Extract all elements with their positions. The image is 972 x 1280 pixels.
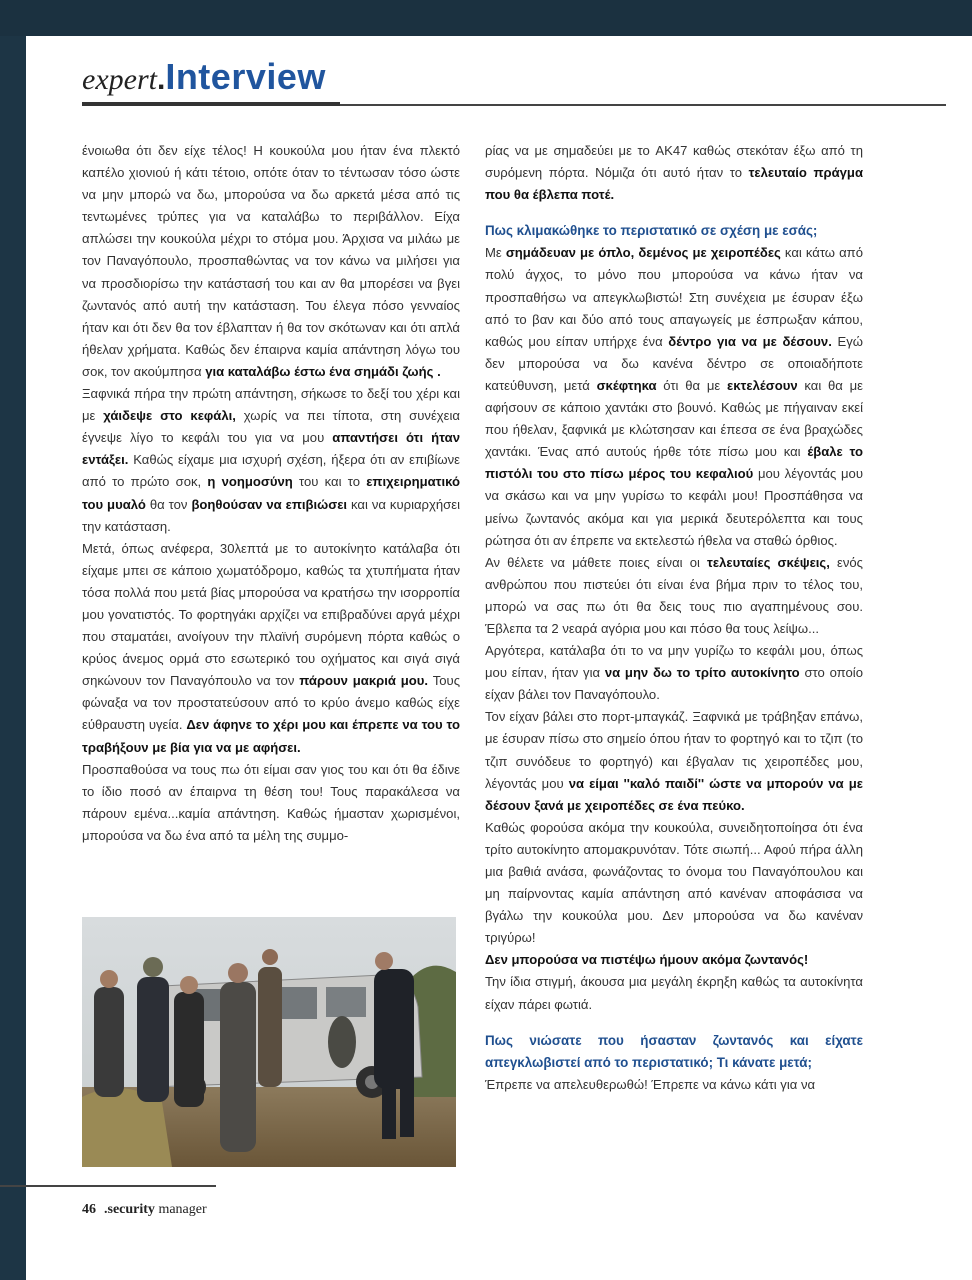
bold-text: εκτελέσουν	[727, 377, 798, 393]
bold-text: η νοημοσύνη	[207, 474, 293, 490]
text-run: Τους φώναξα να τον προστατεύσουν από το κρύο άνεμο καθώς είχε εύθραυστη υγεία.	[82, 673, 461, 733]
footer-rule	[0, 1185, 216, 1187]
text-run: Την ίδια στιγμή, άκουσα μια μεγάλη έκρηξη καθώς τα αυτοκίνητα είχαν πάρει φωτιά.	[485, 974, 863, 1012]
bold-text: Δεν άφηνε το χέρι μου και έπρεπε να του το τραβήξουν με βία για να με αφήσει.	[82, 717, 460, 755]
text-run: Καθώς είχαμε μια ισχυρή σχέση, ήξερα ότι αν επιβίωνε από το πρώτο σοκ,	[82, 452, 460, 490]
paragraph	[82, 759, 460, 847]
interview-question	[485, 220, 863, 242]
text-run: ότι θα με	[656, 377, 727, 393]
text-run: και να κυριαρχήσει την κατάσταση.	[82, 496, 460, 534]
text-run: ένοιωθα ότι δεν είχε τέλος! Η κουκούλα μου ήταν ένα πλεκτό καπέλο χιονιού ή κάτι τέτοιο, οπότε όταν το τέντωσαν τόσο ώστε να μην μπορώ να δω, μπορούσα να δω αρκετά μέσα από τις τεντωμένες τρύπες για να καταλάβω το περιβάλλον. Είχα απλώσει την κουκούλα μέχρι το στόμα μου. Άρχισα να μιλάω με τον Παναγόπουλο, προσπαθώντας να τον κάνω να μιλήσει για να προσδιορίσω την κατάστασή του και αν θα μπορέσει να βγει ζωντανός από αυτή την κατάσταση. Του έλεγα πόσο γενναίος ήταν και ότι δεν θα τον έβλαπταν ή θα τον σκότωναν και ότι απλά ήθελαν χρήματα. Καθώς δεν έπαιρνα καμία απάντηση λόγω του σοκ, τον ακούμπησα	[82, 143, 460, 379]
dark-frame-top	[0, 0, 972, 36]
article-photo	[82, 917, 456, 1167]
bold-text: βοηθούσαν να επιβιώσει	[191, 496, 348, 512]
bold-text: να είμαι ''καλό παιδί'' ώστε να μπορούν να με δέσουν ξανά με χειροπέδες σε ένα πεύκο.	[485, 775, 863, 813]
paragraph	[485, 552, 863, 640]
text-run: Ξαφνικά πήρα την πρώτη απάντηση, σήκωσε το δεξί του χέρι και με	[82, 386, 460, 424]
text-run: Έπρεπε να απελευθερωθώ! Έπρεπε να κάνω κάτι για να	[485, 1076, 816, 1092]
brand-security: security	[107, 1202, 155, 1217]
paragraph	[485, 949, 863, 971]
paragraph	[82, 538, 460, 759]
bold-text: έβαλε το πιστόλι του στο πίσω μέρος του κεφαλιού	[485, 444, 864, 482]
page-number: 46	[82, 1202, 96, 1217]
right-column	[485, 140, 863, 1096]
paragraph	[485, 242, 863, 551]
text-run: του και το	[292, 474, 367, 490]
bold-text: απαντήσει ότι ήταν εντάξει.	[82, 430, 460, 468]
bold-text: πάρουν μακριά μου.	[299, 673, 429, 689]
text-run: στο οποίο είχαν βάλει τον Παναγόπουλο.	[485, 665, 863, 703]
text-run: Προσπαθούσα να τους πω ότι είμαι σαν γιος του και ότι θα έδινε το ίδιο ποσό αν έπαιρνα τη θέση του! Τους παρακάλεσα να πάρουν εμένα...καμία απάντηση. Καθώς ήμασταν χωρισμένοι, μπορούσα να δω ένα από τα μέλη της συμμο-	[82, 761, 460, 843]
interview-question	[485, 1030, 863, 1074]
text-run: Μετά, όπως ανέφερα, 30λεπτά με το αυτοκίνητο κατάλαβα ότι είχαμε μπει σε κάποιο χωματόδρομο, καθώς τα χτυπήματα ήταν τόσα πολλά που μετά βίας μπορούσα να κρατήσω την ισορροπία μου γονατιστός. Το φορτηγάκι αρχίζει να επιβραδύνει αργά μέχρι που σταματάει, ανοίγουν την πλαϊνή συρόμενη πόρτα καθώς ο κρύος άνεμος ορμά στο εσωτερικό του οχήματος και σιγά σιγά σηκώνουν τον Παναγόπουλο να τον	[82, 540, 460, 689]
bold-text: σκέφτηκα	[596, 377, 657, 393]
paragraph	[485, 640, 863, 706]
header-expert: expert	[82, 63, 157, 96]
paragraph	[485, 971, 863, 1015]
bold-text: να μην δω το τρίτο αυτοκίνητο	[604, 665, 800, 681]
text-run: χωρίς να πει τίποτα, στη συνέχεια έγνεψε λίγο το κεφάλι του για να μου	[82, 408, 460, 446]
bold-text: δέντρο για να με δέσουν.	[668, 333, 832, 349]
paragraph	[485, 140, 863, 206]
paragraph	[82, 140, 460, 383]
brand-dot: .	[104, 1202, 108, 1217]
text-run: μου λέγοντάς μου να σκάσω και να μην γυρίσω το κεφάλι μου! Προσπάθησα να μείνω ζωντανός ακόμα και για μερικά δευτερόλεπτα και τους ρώτησα ότι αν έπρεπε να εκτελεστώ ήθελα να σταθώ όρθιος.	[485, 466, 863, 548]
text-run: Πως νιώσατε που ήσασταν ζωντανός και είχατε απεγκλωβιστεί από το περιστατικό; Τι κάνατε μετά;	[485, 1032, 863, 1070]
brand-manager: manager	[158, 1202, 207, 1217]
bold-text: χάιδεψε στο κεφάλι,	[103, 408, 236, 424]
text-run: Πως κλιμακώθηκε το περιστατικό σε σχέση με εσάς;	[485, 223, 818, 239]
left-column	[82, 140, 460, 847]
text-run: και θα με αφήσουν σε κάποιο χαντάκι στο βουνό. Καθώς με πήγαιναν εκεί που ήθελαν, ξαφνικά με κλώτσησαν και έπεσα σε ένα βραχώδες χαντάκι. Ένας από αυτούς ήρθε τότε πίσω μου και	[485, 377, 864, 460]
text-run: ρίας να με σημαδεύει με το AK47 καθώς στεκόταν έξω από τη συρόμενη πόρτα. Νόμιζα ότι αυτό ήταν το	[485, 143, 863, 181]
page-footer	[82, 1202, 207, 1218]
bold-text: για καταλάβω έστω ένα σημάδι ζωής .	[205, 363, 441, 379]
bold-text: σημάδευαν με όπλο, δεμένος με χειροπέδες	[505, 245, 781, 261]
text-run: και κάτω από πολύ άγχος, το μόνο που μπορούσα να κάνω ήταν να προσπαθήσω να απεγκλωβιστώ! Στη συνέχεια με έσυραν έξω από το βαν και δύο από τους απαγωγείς με έσπρωξαν κάπου, καθώς μου είπαν υπήρχε ένα	[485, 245, 863, 349]
paragraph	[485, 817, 863, 950]
text-run: Καθώς φορούσα ακόμα την κουκούλα, συνειδητοποίησα ότι ένα τρίτο αυτοκίνητο απομακρυνόταν. Τότε σιωπή... Αφού πήρα άλλη μια βαθιά ανάσα, φωνάζοντας το όνομα του Παναγόπουλου και μη παίρνοντας καμία απάντηση από κανέναν αποφάσισα να βγάλω την κουκούλα μου. Δεν μπορούσα να δω κανέναν τριγύρω!	[485, 819, 863, 946]
header-rule-accent	[82, 102, 340, 106]
text-run: Τον είχαν βάλει στο πορτ-μπαγκάζ. Ξαφνικά με τράβηξαν επάνω, με έσυραν πίσω στο σημείο όπου ήταν το φορτηγό και το τζιπ (το τζιπ συνόδευε το φορτηγό) και έβγαλαν τις χειροπέδες μου, λέγοντάς μου	[485, 709, 863, 791]
text-run: Αν θέλετε να μάθετε ποιες είναι οι	[485, 554, 708, 570]
paragraph	[485, 1074, 863, 1096]
bold-text: Δεν μπορούσα να πιστέψω ήμουν ακόμα ζωντανός!	[485, 952, 809, 968]
paragraph	[82, 383, 460, 538]
header-interview: Interview	[165, 56, 326, 97]
paragraph	[485, 706, 863, 816]
bold-text: τελευταίο πράγμα που θα έβλεπα ποτέ.	[485, 165, 863, 203]
header-dot: .	[156, 63, 166, 96]
section-header	[82, 56, 326, 98]
crime-scene-photo	[82, 917, 456, 1167]
text-run: Εγώ δεν μπορούσα να δω κανένα δέντρο σε οποιαδήποτε κατεύθυνση, μετά	[485, 333, 863, 393]
text-run: θα τον	[145, 496, 192, 512]
text-run: Αργότερα, κατάλαβα ότι το να μην γυρίζω το κεφάλι μου, όπως μου είπαν, ήταν για	[485, 643, 863, 681]
text-run: Με	[485, 245, 506, 261]
text-run: ενός ανθρώπου που πιστεύει ότι είναι ένα βήμα πριν το τέλος του, μπορώ να σας πω ότι θα δεις τους πιο αγαπημένους σου. Έβλεπα τα 2 νεαρά αγόρια μου και πόσο θα τους λείψω...	[485, 554, 863, 636]
bold-text: επιχειρηματικό του μυαλό	[82, 474, 460, 512]
bold-text: τελευταίες σκέψεις,	[707, 554, 830, 570]
